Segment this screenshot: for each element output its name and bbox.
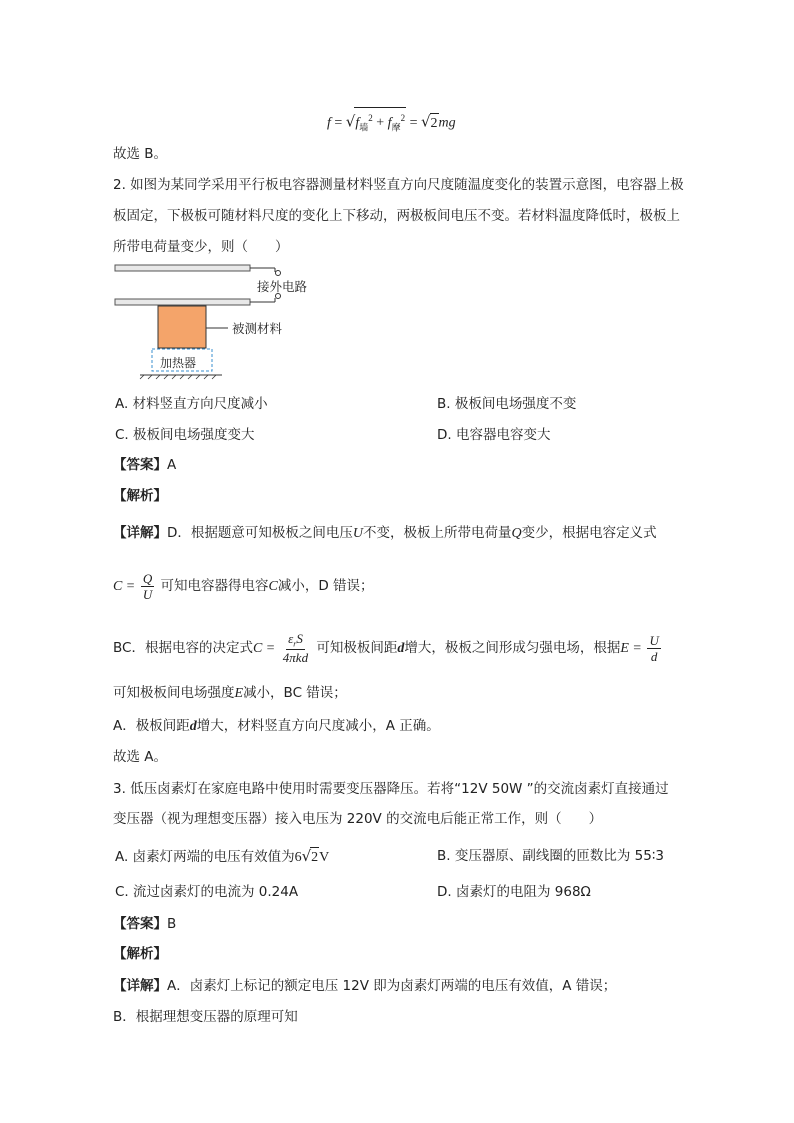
q3-option-a-text: A. 卤素灯两端的电压有效值为 [115, 849, 295, 865]
answer-label: 【答案】 [113, 457, 167, 473]
q3-option-a-rad: 2 [310, 847, 319, 868]
q2-detail-bc-line2 [113, 683, 347, 704]
bc-equals-2: = [633, 641, 642, 656]
q2-answer [113, 455, 176, 475]
sqrt-icon-3: √ [301, 847, 312, 865]
q3-answer [113, 914, 176, 934]
bc-symbol-E: E [620, 641, 629, 656]
q2-formula-capacitance-def [113, 566, 374, 606]
q2-conclusion: 故选 A。 [113, 749, 168, 765]
epsilon-sub: r [293, 639, 297, 649]
q3-detail-a [113, 976, 616, 996]
formula-eq2: = [409, 115, 418, 131]
label-external-circuit: 接外电路 [257, 279, 308, 294]
formula-radicand [354, 107, 406, 137]
a-symbol-d: d [189, 719, 197, 734]
label-material: 被测材料 [232, 321, 283, 336]
formula-f: f [327, 115, 331, 131]
symbol-U: U [352, 526, 364, 541]
bc-text-b: 可知极板间距 [316, 640, 398, 656]
formula-fa: f [355, 115, 360, 131]
formula-sup2: 2 [400, 113, 406, 123]
detail-text-1b: 不变，极板上所带电荷量 [363, 525, 512, 541]
symbol-C2: C [268, 579, 278, 594]
a-text-b: 增大，材料竖直方向尺度减小，A 正确。 [196, 718, 440, 734]
fraction-U-over-d [647, 634, 660, 663]
formula-eq1: = [334, 115, 343, 131]
bc-frac2-den: d [650, 648, 658, 664]
q2-stem-line2: 板固定，下极板可随材料尺度的变化上下移动，两极板间电压不变。若材料温度降低时，极板上 [113, 208, 680, 224]
q2-option-d: D. 电容器电容变大 [437, 427, 551, 443]
q3-option-d: D. 卤素灯的电阻为 968Ω [437, 884, 591, 900]
q3-option-a-unit: V [319, 850, 330, 865]
answer-value: A [167, 457, 177, 473]
q2-formula-bc [113, 628, 663, 668]
q3-answer-value: B [167, 916, 177, 932]
equals: = [126, 579, 135, 594]
detail-text-cap-b: 减小，D 错误； [277, 578, 374, 594]
bc-symbol-d: d [397, 641, 405, 656]
q3-detail-a-text: A．卤素灯上标记的额定电压 12V 即为卤素灯两端的电压有效值，A 错误； [167, 978, 617, 994]
q1-conclusion: 故选 B。 [113, 146, 168, 162]
bc-text-a: BC．根据电容的决定式 [113, 640, 253, 656]
bc2-text-b: 减小，BC 错误； [243, 685, 347, 701]
material-block [158, 306, 206, 348]
symbol-Q: Q [511, 526, 522, 541]
formula-sup1: 2 [368, 113, 373, 123]
lower-plate [115, 299, 250, 305]
detail-label: 【详解】 [113, 525, 167, 541]
detail-text-cap: 可知电容器得电容 [160, 578, 269, 594]
q2-analysis-label: 【解析】 [113, 488, 167, 504]
formula-fb: f [387, 115, 392, 131]
label-heater: 加热器 [160, 356, 197, 370]
upper-terminal [276, 271, 281, 276]
ground-hatch [140, 375, 216, 379]
bc-text-c: 增大，极板之间形成匀强电场，根据 [404, 640, 621, 656]
epsilon: ε [288, 630, 294, 646]
q2-stem-line3: 所带电荷量变少，则（ ） [113, 239, 289, 255]
q2-option-b: B. 极板间电场强度不变 [437, 396, 577, 412]
formula-sub-wall: 墙 [359, 122, 369, 133]
upper-plate [115, 265, 250, 271]
q2-detail-a [113, 716, 440, 737]
q3-option-a [115, 846, 329, 868]
formula-rad2: 2 [430, 113, 439, 134]
symbol-C: C [113, 579, 123, 594]
q3-option-a-coef: 6 [294, 850, 302, 865]
bc-frac-num [286, 632, 305, 651]
bc-symbol-C: C [252, 641, 263, 656]
sqrt-icon: √ [345, 112, 356, 131]
detail-text-1a: D．根据题意可知极板之间电压 [167, 525, 353, 541]
fraction-Q-over-U [141, 572, 154, 601]
q2-stem-line1: 2. 如图为某同学采用平行板电容器测量材料竖直方向尺度随温度变化的装置示意图，电容器上极 [113, 177, 684, 193]
fraction-eps-S-over-4pikd [281, 632, 310, 665]
detail-text-1c: 变少，根据电容定义式 [521, 525, 657, 541]
bc-frac2-num: U [649, 632, 659, 648]
q3-detail-label: 【详解】 [113, 978, 167, 994]
q3-analysis-label: 【解析】 [113, 946, 167, 962]
q2-option-c: C. 极板间电场强度变大 [115, 427, 255, 443]
q3-option-b: B. 变压器原、副线圈的匝数比为 55∶3 [437, 848, 664, 864]
q3-stem-line2: 变压器（视为理想变压器）接入电压为 220V 的交流电后能正常工作，则（ ） [113, 811, 603, 827]
q3-option-c: C. 流过卤素灯的电流为 0.24A [115, 884, 299, 900]
symbol-S: S [296, 630, 303, 646]
formula-plus: + [376, 115, 385, 131]
q3-detail-b: B．根据理想变压器的原理可知 [113, 1009, 298, 1025]
frac-den: U [142, 586, 153, 602]
q2-detail-line1 [113, 523, 657, 544]
bc2-text-a: 可知极板间电场强度 [113, 685, 235, 701]
formula-top [327, 107, 456, 137]
bc-equals: = [266, 641, 275, 656]
formula-sub-friction: 摩 [391, 122, 401, 133]
q3-answer-label: 【答案】 [113, 916, 167, 932]
q2-option-a: A. 材料竖直方向尺度减小 [115, 396, 268, 412]
formula-mg: mg [438, 115, 456, 131]
frac-num: Q [142, 570, 153, 586]
q3-stem-line1: 3. 低压卤素灯在家庭电路中使用时需要变压器降压。若将“12V 50W ”的交流卤素灯直接通过 [113, 781, 669, 797]
sqrt-icon-2: √ [420, 112, 431, 131]
a-text-a: A．极板间距 [113, 718, 190, 734]
bc-frac-den: 4πkd [282, 650, 309, 666]
bc2-symbol-E: E [234, 686, 244, 701]
